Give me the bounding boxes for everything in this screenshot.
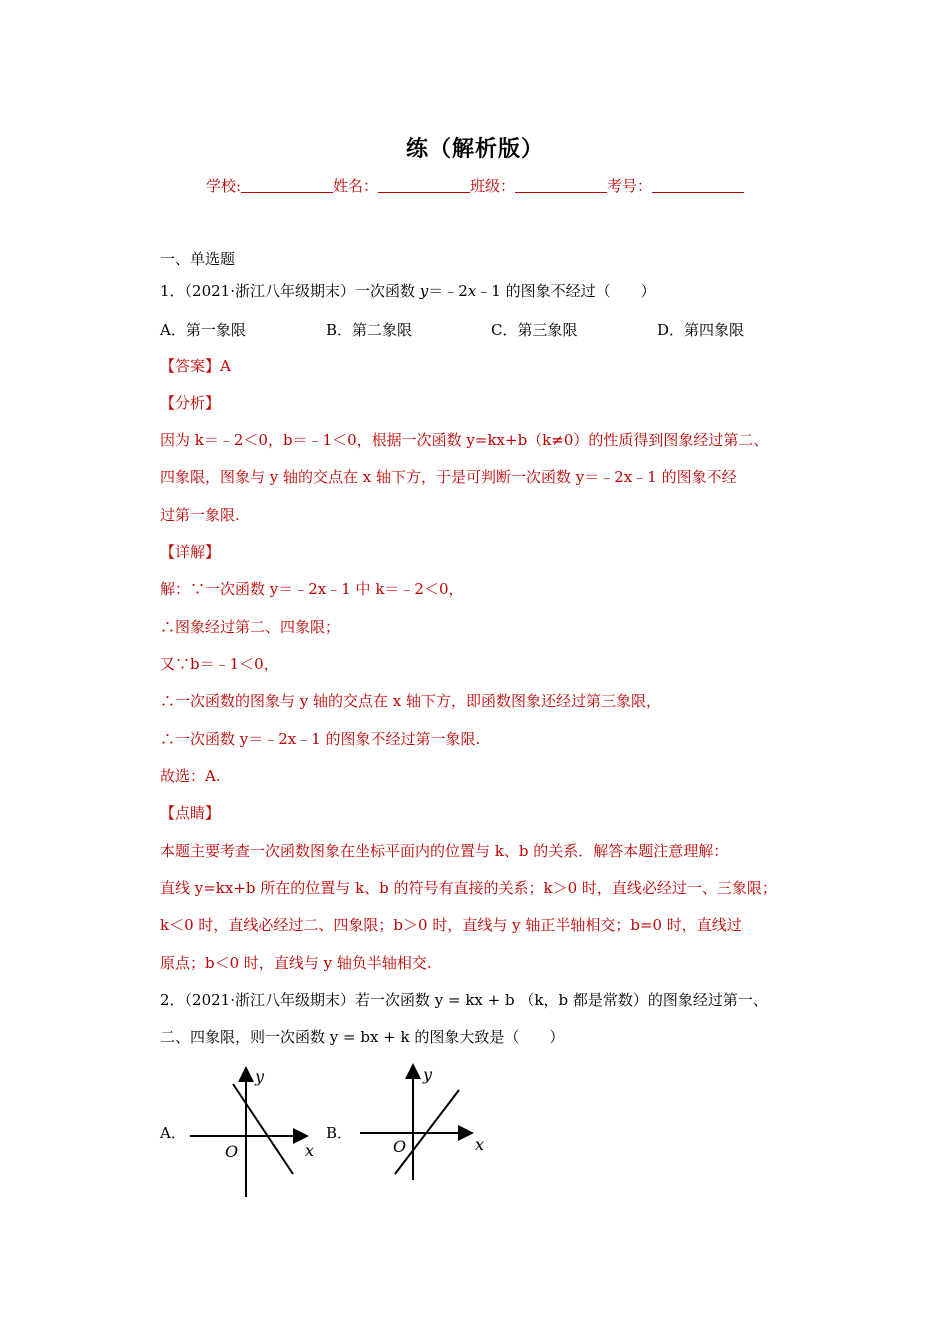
class-blank[interactable] — [515, 178, 607, 193]
class-label: 班级： — [470, 177, 516, 195]
analysis-line: 因为 k＝﹣2＜0，b＝﹣1＜0，根据一次函数 y=kx+b（k≠0）的性质得到图象经过第二、 — [160, 431, 769, 449]
origin-label: O — [225, 1142, 239, 1161]
name-label: 姓名： — [333, 177, 379, 195]
comment-line: k＜0 时，直线必经过二、四象限；b＞0 时，直线与 y 轴正半轴相交；b=0 时，直线过 — [160, 916, 742, 934]
answer-label: 【答案】 — [160, 357, 221, 375]
school-label: 学校: — [205, 177, 241, 195]
q2-graph-b[interactable] — [355, 1062, 495, 1202]
x-axis-label: x — [475, 1135, 485, 1154]
exam-no-label: 考号： — [607, 177, 653, 195]
detail-label: 【详解】 — [160, 543, 221, 561]
detail-line: 解：∵一次函数 y＝﹣2x﹣1 中 k＝﹣2＜0， — [160, 580, 464, 598]
detail-line: ∴图象经过第二、四象限； — [160, 618, 341, 636]
detail-line: ∴一次函数的图象与 y 轴的交点在 x 轴下方，即函数图象还经过第三象限， — [160, 692, 662, 710]
q1-stem — [160, 281, 656, 301]
q1-number: 1． — [160, 282, 185, 300]
q1-stem-a: 一次函数 — [355, 282, 420, 300]
answer-value: A — [220, 357, 231, 375]
q2-stem-line-1: 2．（2021·浙江八年级期末）若一次函数 y = kx + b （k，b 都是常数）的图象经过第一、 — [160, 991, 768, 1009]
detail-line: 故选：A. — [160, 767, 221, 785]
detail-line: 又∵b＝﹣1＜0， — [160, 655, 279, 673]
origin-label: O — [393, 1137, 407, 1156]
var-x: x — [467, 282, 477, 300]
q1-stem-b: ＝﹣2 — [428, 282, 468, 300]
page-title: 练（解析版） — [405, 136, 544, 162]
q1-stem-c: ﹣1 的图象不经过（ ） — [476, 282, 656, 300]
student-info-line — [0, 175, 950, 196]
q1-option-b[interactable]: B．第二象限 — [326, 321, 413, 339]
q2-option-b-label[interactable]: B． — [326, 1124, 353, 1142]
x-axis-label: x — [305, 1141, 315, 1160]
graph-line — [233, 1084, 293, 1174]
comment-line: 原点；b＜0 时，直线与 y 轴负半轴相交. — [160, 954, 432, 972]
analysis-line: 四象限，图象与 y 轴的交点在 x 轴下方，于是可判断一次函数 y＝﹣2x﹣1 的图象不经 — [160, 468, 737, 486]
answer-line — [160, 356, 231, 376]
analysis-line: 过第一象限. — [160, 506, 240, 524]
section-heading: 一、单选题 — [160, 250, 236, 268]
comment-label: 【点睛】 — [160, 804, 221, 822]
q1-option-d[interactable]: D．第四象限 — [657, 321, 745, 339]
q2-graph-a[interactable] — [185, 1062, 325, 1202]
q1-source: （2021·浙江八年级期末） — [184, 282, 355, 300]
q1-option-c[interactable]: C．第三象限 — [491, 321, 578, 339]
y-axis-label: y — [423, 1065, 433, 1084]
var-y: y — [419, 282, 429, 300]
analysis-label: 【分析】 — [160, 394, 221, 412]
comment-line: 直线 y=kx+b 所在的位置与 k、b 的符号有直接的关系；k＞0 时，直线必经过一、三象限； — [160, 879, 777, 897]
q2-stem-line-2: 二、四象限，则一次函数 y = bx + k 的图象大致是（ ） — [160, 1028, 565, 1046]
name-blank[interactable] — [378, 178, 470, 193]
detail-line: ∴一次函数 y＝﹣2x﹣1 的图象不经过第一象限. — [160, 730, 481, 748]
school-blank[interactable] — [241, 178, 333, 193]
q1-option-a[interactable]: A．第一象限 — [160, 321, 246, 339]
y-axis-label: y — [255, 1067, 265, 1086]
exam-no-blank[interactable] — [652, 178, 744, 193]
comment-line: 本题主要考查一次函数图象在坐标平面内的位置与 k、b 的关系．解答本题注意理解： — [160, 842, 729, 860]
q2-option-a-label[interactable]: A． — [160, 1124, 186, 1142]
